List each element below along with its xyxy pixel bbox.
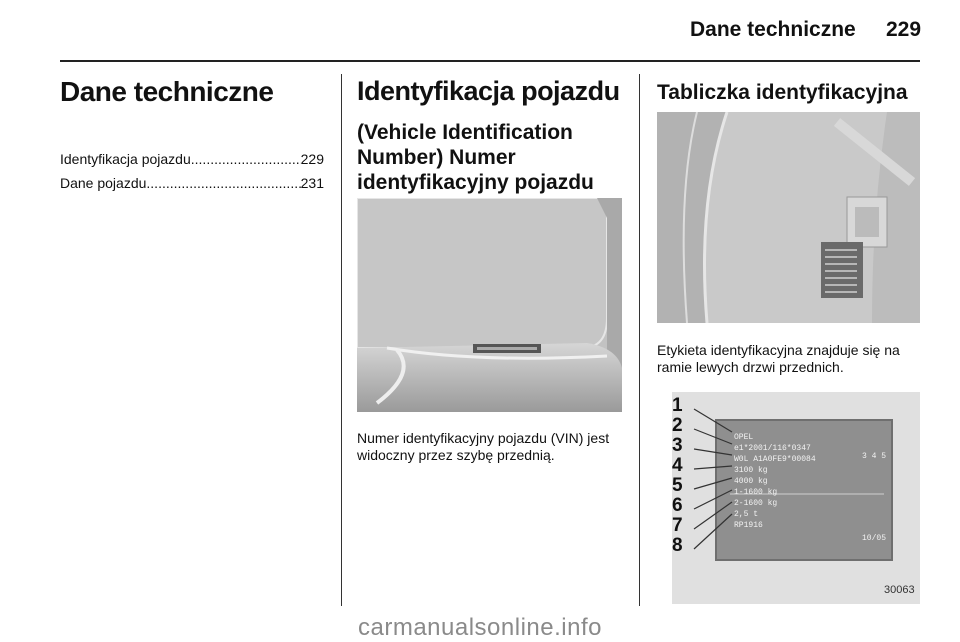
callout-number: 6	[672, 495, 683, 516]
callout-number: 8	[672, 535, 683, 556]
callout-number: 5	[672, 475, 683, 496]
callout-number: 1	[672, 395, 683, 416]
callout-number: 4	[672, 455, 683, 476]
toc-entry[interactable]	[60, 147, 324, 171]
plate-line: RP1916	[734, 521, 763, 530]
label-callout-numbers	[672, 396, 694, 556]
table-of-contents	[60, 147, 324, 195]
callout-number: 3	[672, 435, 683, 456]
subsection-heading: (Vehicle Identification Number) Numer identyfikacyjny pojazdu	[357, 121, 594, 194]
column-divider-2	[639, 74, 640, 606]
plate-side-text: 10/05	[862, 534, 887, 543]
toc-leader-dots	[146, 171, 300, 195]
toc-entry-label: Dane pojazdu	[60, 175, 147, 191]
column-divider-1	[341, 74, 342, 606]
toc-leader-dots	[191, 147, 301, 171]
chapter-heading: Dane techniczne	[60, 76, 274, 107]
plate-line: 1-1600 kg	[734, 488, 778, 497]
door-frame-photo	[657, 112, 920, 323]
plate-line: 2-1600 kg	[734, 499, 778, 508]
running-header-title: Dane techniczne	[690, 18, 856, 41]
callout-number: 7	[672, 515, 683, 536]
plate-line: 3100 kg	[734, 466, 768, 475]
toc-entry-page: 231	[300, 175, 324, 191]
section-heading: Tabliczka identyfikacyjna	[657, 81, 908, 104]
plate-line: W0L A1A0FE9*00084	[734, 455, 816, 464]
plate-line: 4000 kg	[734, 477, 768, 486]
vin-caption: Numer identyfikacyjny pojazdu (VIN) jest widoczny przez szybę przednią.	[357, 430, 610, 463]
plate-line: e1*2001/116*0347	[734, 444, 811, 453]
watermark: carmanualsonline.info	[358, 614, 602, 641]
plate-text	[734, 432, 854, 531]
page-number: 229	[886, 18, 922, 41]
header-rule	[60, 60, 920, 62]
plate-line: OPEL	[734, 433, 754, 442]
callout-number: 2	[672, 415, 683, 436]
toc-entry-label: Identyfikacja pojazdu	[60, 151, 191, 167]
figure-number: 30063	[884, 584, 915, 596]
section-heading: Identyfikacja pojazdu	[357, 76, 620, 106]
plate-side-text: 3 4 5	[862, 452, 887, 461]
plate-line: 2,5 t	[734, 510, 759, 519]
id-label-figure	[672, 392, 920, 604]
toc-entry[interactable]	[60, 171, 324, 195]
plate-caption: Etykieta identyfikacyjna znajduje się na ramie lewych drzwi przednich.	[657, 342, 900, 375]
toc-entry-page: 229	[300, 151, 324, 167]
windshield-vin-photo	[357, 198, 622, 412]
